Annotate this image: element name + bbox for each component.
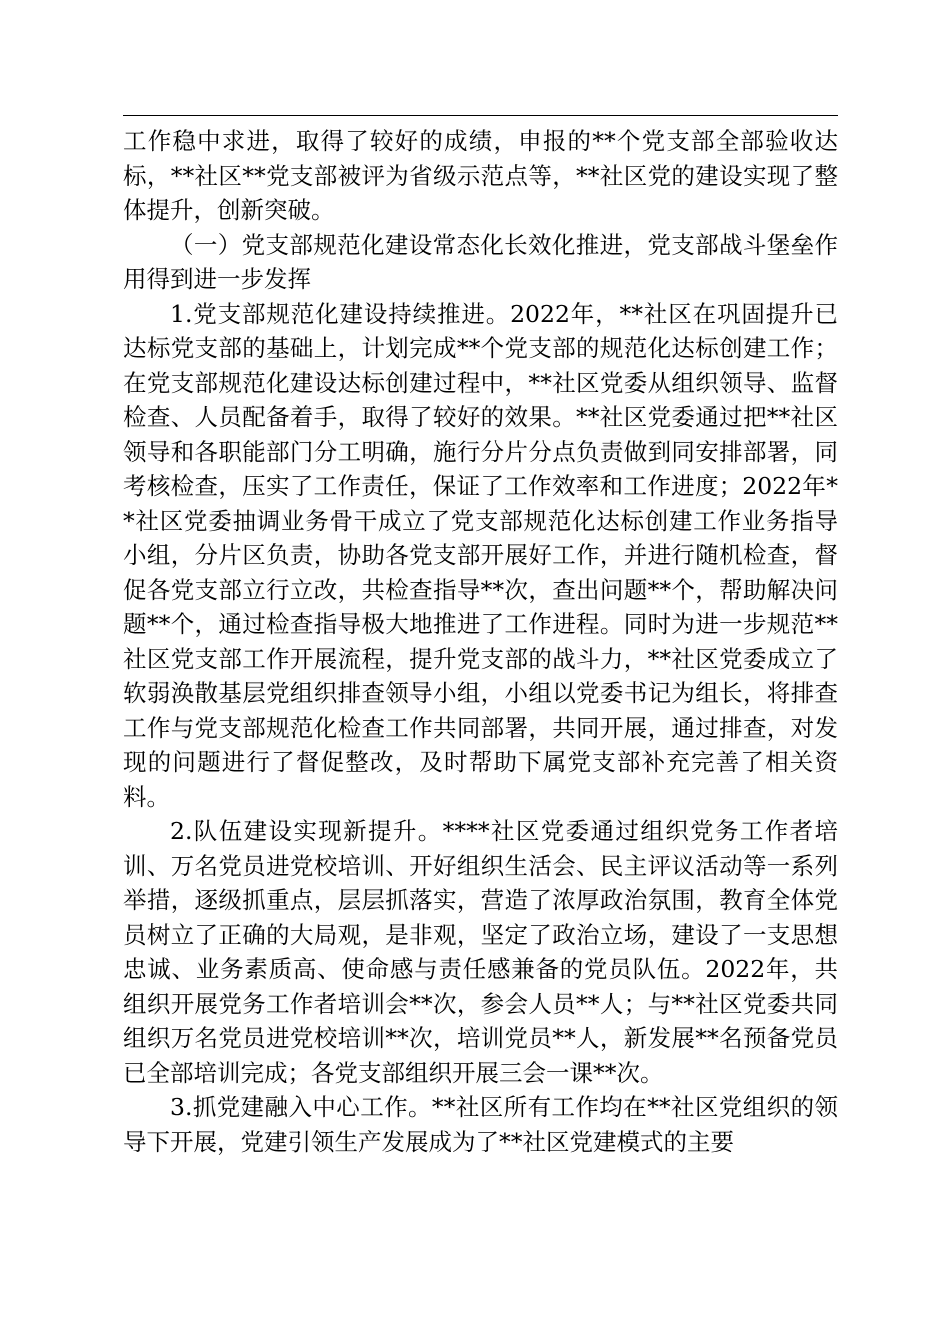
paragraph-item-2: 2.队伍建设实现新提升。****社区党委通过组织党务工作者培训、万名党员进党校培训、开好组织生活会、民主评议活动等一系列举措，逐级抓重点，层层抓落实，营造了浓厚政治氛围，教育全体党员树立了正确的大局观，是非观，坚定了政治立场，建设了一支思想忠诚、业务素质高、使命感与责任感兼备的党员队伍。2022年，共组织开展党务工作者培训会**次，参会人员**人；与**社区党委共同组织万名党员进党校培训**次，培训党员**人，新发展**名预备党员已全部培训完成；各党支部组织开展三会一课**次。: [123, 817, 838, 1087]
section-heading: （一）党支部规范化建设常态化长效化推进，党支部战斗堡垒作用得到进一步发挥: [123, 230, 838, 293]
paragraph-item-3: 3.抓党建融入中心工作。**社区所有工作均在**社区党组织的领导下开展，党建引领生产发展成为了**社区党建模式的主要: [123, 1093, 838, 1156]
header-rule: [123, 115, 838, 116]
paragraph-continuation: 工作稳中求进，取得了较好的成绩，申报的**个党支部全部验收达标，**社区**党支部被评为省级示范点等，**社区党的建设实现了整体提升，创新突破。: [123, 127, 838, 224]
document-body: [123, 124, 838, 1159]
paragraph-item-1: 1.党支部规范化建设持续推进。2022年，**社区在巩固提升已达标党支部的基础上，计划完成**个党支部的规范化达标创建工作；在党支部规范化建设达标创建过程中，**社区党委从组织领导、监督检查、人员配备着手，取得了较好的效果。**社区党委通过把**社区领导和各职能部门分工明确，施行分片分点负责做到同安排部署，同考核检查，压实了工作责任，保证了工作效率和工作进度；2022年**社区党委抽调业务骨干成立了党支部规范化达标创建工作业务指导小组，分片区负责，协助各党支部开展好工作，并进行随机检查，督促各党支部立行立改，共检查指导**次，查出问题**个，帮助解决问题**个，通过检查指导极大地推进了工作进程。同时为进一步规范**社区党支部工作开展流程，提升党支部的战斗力，**社区党委成立了软弱涣散基层党组织排查领导小组，小组以党委书记为组长，将排查工作与党支部规范化检查工作共同部署，共同开展，通过排查，对发现的问题进行了督促整改，及时帮助下属党支部补充完善了相关资料。: [123, 299, 838, 811]
